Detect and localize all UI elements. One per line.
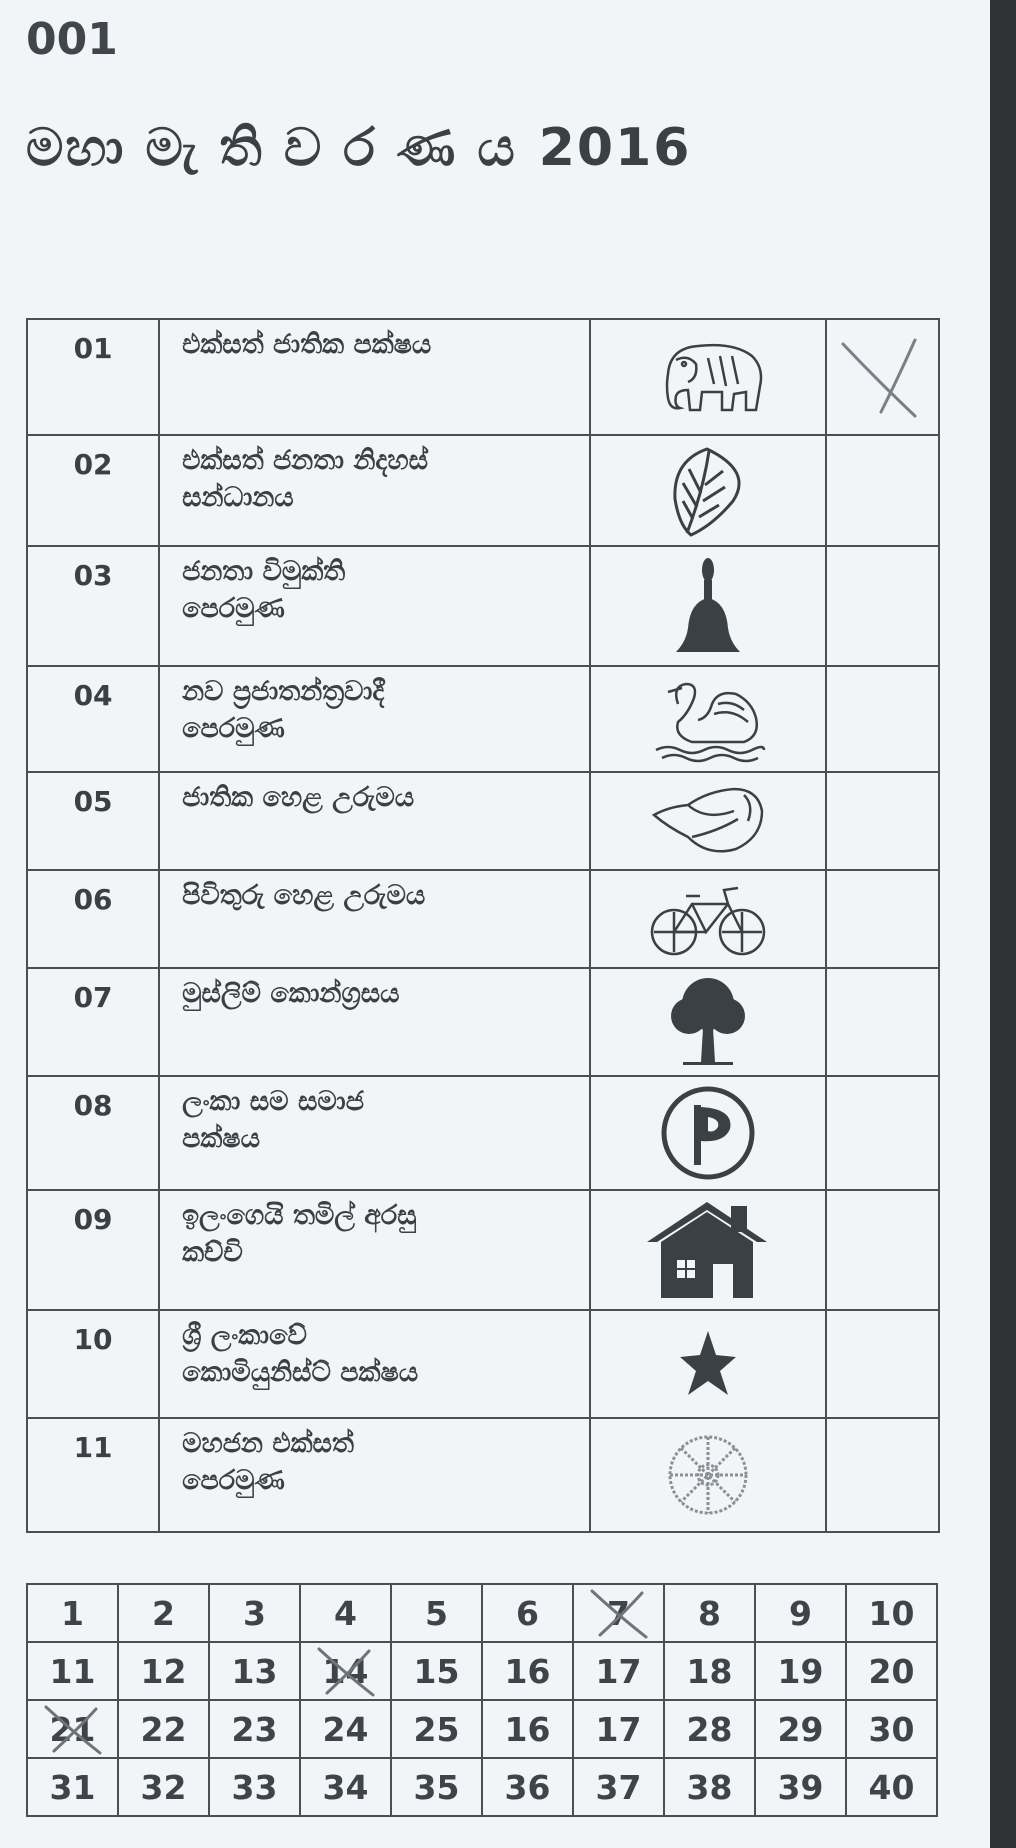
party-number: 11 xyxy=(27,1418,159,1532)
party-table xyxy=(26,318,940,1533)
party-name: එක්සත් ජනතා නිදහස් සන්ධානය xyxy=(159,435,590,546)
party-name: පිවිතුරු හෙළ උරුමය xyxy=(159,870,590,968)
preference-number: 16 xyxy=(504,1651,551,1691)
preference-cell[interactable] xyxy=(482,1584,573,1642)
preference-cell[interactable] xyxy=(482,1758,573,1816)
preference-number: 10 xyxy=(868,1593,915,1633)
preference-cell[interactable] xyxy=(573,1700,664,1758)
preference-number: 37 xyxy=(595,1767,642,1807)
party-name: ලංකා සම සමාජ පක්ෂය xyxy=(159,1076,590,1190)
party-symbol xyxy=(590,772,826,870)
party-row xyxy=(27,546,939,666)
party-symbol xyxy=(590,546,826,666)
pirate-flag-icon xyxy=(591,1083,825,1183)
preference-grid xyxy=(26,1583,938,1817)
preference-number: 39 xyxy=(777,1767,824,1807)
party-name: මහජන එක්සත් පෙරමුණ xyxy=(159,1418,590,1532)
party-symbol xyxy=(590,1190,826,1310)
vote-box[interactable] xyxy=(826,546,939,666)
preference-cell[interactable] xyxy=(209,1758,300,1816)
preference-cell[interactable] xyxy=(482,1700,573,1758)
conch-icon xyxy=(591,781,825,861)
preference-cell[interactable] xyxy=(391,1758,482,1816)
party-symbol xyxy=(590,968,826,1076)
preference-number: 13 xyxy=(231,1651,278,1691)
preference-cell[interactable] xyxy=(755,1700,846,1758)
vote-box[interactable] xyxy=(826,319,939,435)
ballot-year: 2016 xyxy=(538,118,692,178)
party-symbol xyxy=(590,1076,826,1190)
preference-cell[interactable] xyxy=(391,1584,482,1642)
party-row xyxy=(27,435,939,546)
bell-icon xyxy=(591,554,825,658)
preference-number: 3 xyxy=(243,1593,266,1633)
party-number: 04 xyxy=(27,666,159,772)
party-name: ජාතික හෙළ උරුමය xyxy=(159,772,590,870)
preference-number: 2 xyxy=(152,1593,175,1633)
preference-number: 32 xyxy=(140,1767,187,1807)
preference-number: 8 xyxy=(698,1593,721,1633)
preference-number: 14 xyxy=(322,1651,369,1691)
party-name: මුස්ලිම් කොන්ග්‍රසය xyxy=(159,968,590,1076)
preference-row xyxy=(27,1642,937,1700)
star-icon xyxy=(591,1329,825,1399)
party-row xyxy=(27,1310,939,1418)
party-number: 05 xyxy=(27,772,159,870)
party-number: 02 xyxy=(27,435,159,546)
preference-cell[interactable] xyxy=(118,1758,209,1816)
house-icon xyxy=(591,1198,825,1302)
preference-number: 17 xyxy=(595,1709,642,1749)
preference-cell[interactable] xyxy=(846,1758,937,1816)
preference-row xyxy=(27,1700,937,1758)
preference-row xyxy=(27,1758,937,1816)
party-name: ශ්‍රී ලංකාවේ කොමියුනිස්ට් පක්ෂය xyxy=(159,1310,590,1418)
leaf-icon xyxy=(591,441,825,541)
party-row xyxy=(27,1076,939,1190)
tree-icon xyxy=(591,972,825,1072)
party-name: ඉලංගෙයි තමිල් අරසු කච්චි xyxy=(159,1190,590,1310)
party-symbol xyxy=(590,870,826,968)
preference-cell[interactable] xyxy=(209,1642,300,1700)
ballot-title-text: මහා මැ ති ව ර ණ ය xyxy=(26,118,517,178)
preference-number: 24 xyxy=(322,1709,369,1749)
preference-cell[interactable] xyxy=(27,1584,118,1642)
preference-number: 17 xyxy=(595,1651,642,1691)
preference-cell[interactable] xyxy=(300,1584,391,1642)
preference-number: 40 xyxy=(868,1767,915,1807)
preference-cell[interactable] xyxy=(755,1758,846,1816)
dharma-wheel-icon xyxy=(591,1430,825,1520)
vote-box[interactable] xyxy=(826,666,939,772)
preference-cell[interactable] xyxy=(664,1700,755,1758)
vote-box[interactable] xyxy=(826,1310,939,1418)
preference-number: 35 xyxy=(413,1767,460,1807)
party-number: 09 xyxy=(27,1190,159,1310)
preference-number: 34 xyxy=(322,1767,369,1807)
swan-icon xyxy=(591,674,825,764)
elephant-icon xyxy=(591,334,825,420)
preference-number: 18 xyxy=(686,1651,733,1691)
preference-cell[interactable] xyxy=(209,1700,300,1758)
bicycle-icon xyxy=(591,878,825,960)
preference-number: 30 xyxy=(868,1709,915,1749)
preference-cell[interactable] xyxy=(755,1642,846,1700)
preference-cell[interactable] xyxy=(27,1700,118,1758)
preference-number: 5 xyxy=(425,1593,448,1633)
preference-cell[interactable] xyxy=(573,1642,664,1700)
preference-cell[interactable] xyxy=(391,1642,482,1700)
preference-cell[interactable] xyxy=(300,1758,391,1816)
party-symbol xyxy=(590,435,826,546)
party-row xyxy=(27,1418,939,1532)
party-symbol xyxy=(590,666,826,772)
party-row xyxy=(27,870,939,968)
party-name: ජනතා විමුක්ති පෙරමුණ xyxy=(159,546,590,666)
vote-box[interactable] xyxy=(826,772,939,870)
preference-number: 21 xyxy=(49,1709,96,1749)
preference-number: 4 xyxy=(334,1593,357,1633)
preference-number: 36 xyxy=(504,1767,551,1807)
vote-box[interactable] xyxy=(826,1190,939,1310)
party-row xyxy=(27,319,939,435)
preference-cell[interactable] xyxy=(27,1758,118,1816)
party-number: 03 xyxy=(27,546,159,666)
ballot-title xyxy=(26,118,691,179)
preference-number: 31 xyxy=(49,1767,96,1807)
preference-number: 28 xyxy=(686,1709,733,1749)
party-symbol xyxy=(590,1310,826,1418)
preference-cell[interactable] xyxy=(664,1584,755,1642)
preference-cell[interactable] xyxy=(118,1700,209,1758)
preference-cell[interactable] xyxy=(300,1700,391,1758)
preference-cell[interactable] xyxy=(300,1642,391,1700)
preference-number: 20 xyxy=(868,1651,915,1691)
vote-box[interactable] xyxy=(826,1418,939,1532)
preference-number: 9 xyxy=(789,1593,812,1633)
preference-cell[interactable] xyxy=(846,1642,937,1700)
preference-cell[interactable] xyxy=(573,1758,664,1816)
preference-number: 22 xyxy=(140,1709,187,1749)
scan-edge xyxy=(990,0,1016,1848)
preference-cell[interactable] xyxy=(118,1584,209,1642)
preference-cell[interactable] xyxy=(664,1758,755,1816)
preference-number: 29 xyxy=(777,1709,824,1749)
ballot-serial: 001 xyxy=(26,14,118,65)
preference-number: 38 xyxy=(686,1767,733,1807)
preference-cell[interactable] xyxy=(391,1700,482,1758)
party-number: 08 xyxy=(27,1076,159,1190)
party-row xyxy=(27,968,939,1076)
party-number: 06 xyxy=(27,870,159,968)
x-mark-icon xyxy=(827,320,943,436)
preference-number: 15 xyxy=(413,1651,460,1691)
preference-cell[interactable] xyxy=(664,1642,755,1700)
party-name: නව ප්‍රජාතන්ත්‍රවාදී පෙරමුණ xyxy=(159,666,590,772)
preference-number: 25 xyxy=(413,1709,460,1749)
party-number: 01 xyxy=(27,319,159,435)
preference-number: 23 xyxy=(231,1709,278,1749)
preference-cell[interactable] xyxy=(846,1584,937,1642)
party-number: 07 xyxy=(27,968,159,1076)
vote-box[interactable] xyxy=(826,968,939,1076)
preference-cell[interactable] xyxy=(27,1642,118,1700)
preference-number: 33 xyxy=(231,1767,278,1807)
preference-row xyxy=(27,1584,937,1642)
vote-box[interactable] xyxy=(826,870,939,968)
party-symbol xyxy=(590,319,826,435)
preference-cell[interactable] xyxy=(209,1584,300,1642)
preference-number: 11 xyxy=(49,1651,96,1691)
party-row xyxy=(27,1190,939,1310)
party-number: 10 xyxy=(27,1310,159,1418)
party-symbol xyxy=(590,1418,826,1532)
preference-number: 1 xyxy=(61,1593,84,1633)
preference-number: 19 xyxy=(777,1651,824,1691)
preference-cell[interactable] xyxy=(755,1584,846,1642)
preference-cell[interactable] xyxy=(573,1584,664,1642)
party-row xyxy=(27,772,939,870)
preference-number: 6 xyxy=(516,1593,539,1633)
preference-cell[interactable] xyxy=(118,1642,209,1700)
party-row xyxy=(27,666,939,772)
preference-cell[interactable] xyxy=(846,1700,937,1758)
preference-number: 7 xyxy=(607,1593,630,1633)
party-name: එක්සත් ජාතික පක්ෂය xyxy=(159,319,590,435)
preference-cell[interactable] xyxy=(482,1642,573,1700)
vote-box[interactable] xyxy=(826,435,939,546)
preference-number: 12 xyxy=(140,1651,187,1691)
preference-number: 16 xyxy=(504,1709,551,1749)
vote-box[interactable] xyxy=(826,1076,939,1190)
